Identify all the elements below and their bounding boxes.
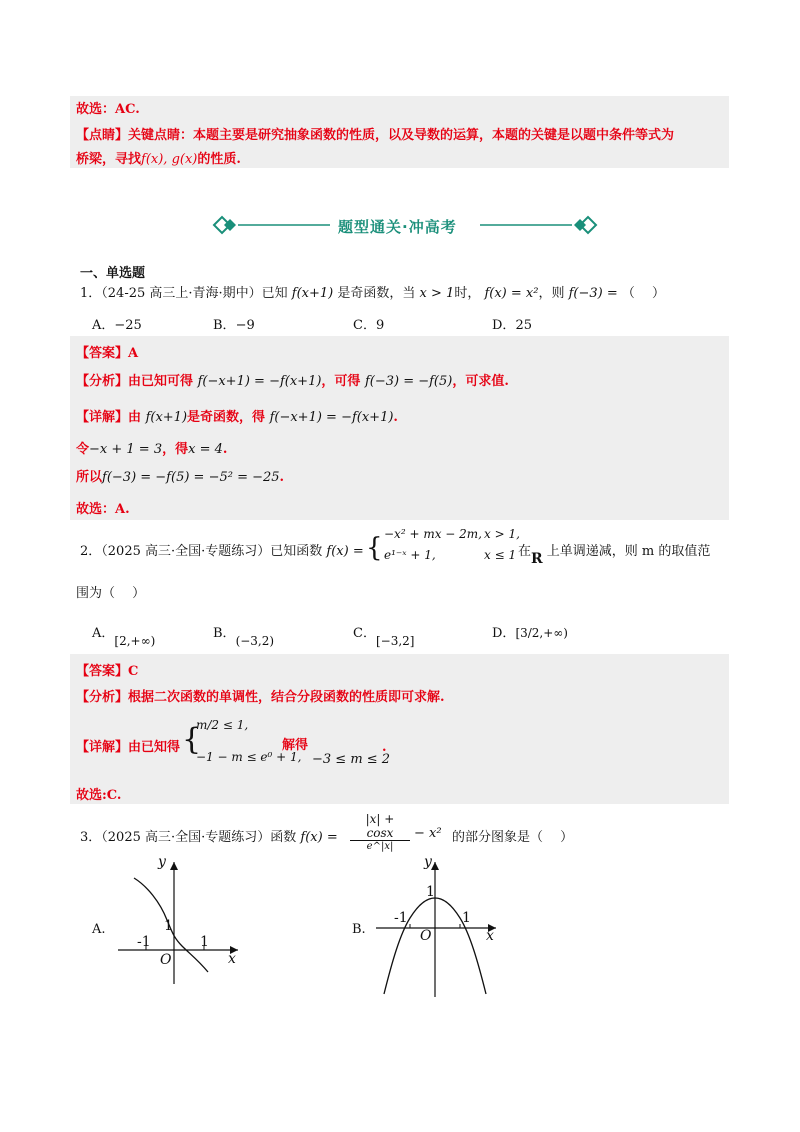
q1-let: 令−x + 1 = 3，得x = 4. — [76, 442, 228, 457]
graph-a[interactable] — [112, 852, 252, 992]
q1-f-shift: f(x+1) — [291, 286, 334, 301]
q1-choice: 故选：A. — [76, 502, 130, 517]
q2-option-d[interactable]: D．[3/2,+∞) — [492, 626, 568, 641]
q1-fx: f(x) = x² — [484, 286, 539, 301]
q1-stem — [80, 282, 665, 301]
graph-b-one-x: 1 — [462, 910, 471, 926]
graph-b-neg1: -1 — [394, 910, 408, 926]
q2-system-brace: { — [182, 722, 202, 757]
q2-case2-cond: x ≤ 1 — [484, 548, 517, 562]
q1-so: 所以f(−3) = −f(5) = −5² = −25. — [76, 470, 285, 485]
graph-b-one-y: 1 — [426, 884, 435, 900]
q1-stem-when: 时， — [454, 286, 481, 301]
graph-a-y-label: y — [158, 854, 166, 870]
key-insight-functions: f(x), g(x) — [141, 152, 198, 167]
q1-option-d[interactable]: D．25 — [492, 318, 532, 333]
q2-answer: 【答案】C — [76, 664, 139, 679]
q2-analysis: 【分析】根据二次函数的单调性，结合分段函数的性质即可求解. — [76, 690, 445, 705]
q2-case2-expr: e¹⁻ˣ + 1, — [384, 548, 436, 562]
q3-stem: 3．（2025 高三·全国·专题练习）函数 f(x) = — [80, 830, 338, 845]
q2-option-c[interactable]: C．[−3,2] — [353, 626, 415, 648]
q2-stem-rest: 在R 上单调递减，则 m 的取值范 — [518, 544, 711, 567]
graph-a-one-y: 1 — [164, 918, 173, 934]
q1-option-c[interactable]: C．9 — [353, 318, 385, 333]
graph-b[interactable] — [370, 852, 510, 1002]
q2-option-a[interactable]: A．[2,+∞) — [92, 626, 156, 648]
graph-a-one-x: 1 — [200, 934, 209, 950]
q2-solution-block — [70, 654, 729, 804]
q3-fraction — [350, 812, 410, 852]
banner-left-diamond-icon — [214, 217, 236, 233]
q2-solve-label: 解得 — [282, 738, 309, 753]
q3-numerator: |x| + cosx — [350, 812, 410, 841]
q1-stem-mid: 是奇函数，当 — [337, 286, 416, 301]
key-insight-line-2 — [76, 148, 241, 167]
q1-option-a[interactable]: A．−25 — [92, 318, 142, 333]
graph-a-label[interactable]: A. — [92, 922, 106, 937]
banner-right-diamond-icon — [574, 217, 596, 233]
key-insight-prefix: 桥梁，寻找 — [76, 152, 142, 167]
key-insight-text: 关键点睛：本题主要是研究抽象函数的性质，以及导数的运算，本题的关键是以题中条件等式为 — [128, 128, 675, 143]
key-insight-tag: 【点睛】 — [76, 128, 129, 143]
key-insight-suffix: 的性质. — [197, 152, 241, 167]
section-title: 一、单选题 — [80, 266, 146, 281]
q1-condition: x > 1 — [419, 286, 455, 301]
q3-minus: − x² — [414, 826, 442, 841]
q1-source: 1．（24-25 高三上·青海·期中）已知 — [80, 286, 288, 301]
q3-denominator: e^|x| — [366, 841, 394, 852]
graph-b-x-label: x — [486, 928, 494, 944]
q2-stem-line2: 围为（ ） — [76, 586, 146, 601]
q1-ask: f(−3) = — [568, 286, 618, 301]
graph-a-origin: O — [160, 952, 172, 968]
q2-case1-cond: x > 1, — [484, 527, 520, 541]
q2-result: −3 ≤ m ≤ 2 — [312, 752, 391, 767]
q2-system-1: m/2 ≤ 1, — [196, 718, 249, 732]
graph-a-x-label: x — [228, 951, 236, 967]
q2-brace: { — [366, 533, 383, 563]
key-insight-line — [76, 124, 674, 143]
q2-choice: 故选:C. — [76, 788, 122, 803]
q2-system-2: −1 − m ≤ e⁰ + 1, — [196, 750, 302, 764]
q1-stem-then: ，则 — [538, 286, 565, 301]
q1-paren: （ ） — [621, 286, 666, 301]
q1-solution-block — [70, 336, 729, 520]
q2-case1-expr: −x² + mx − 2m, — [384, 527, 482, 541]
q1-option-b[interactable]: B．−9 — [213, 318, 255, 333]
graph-b-y-label: y — [424, 854, 432, 870]
banner-title: 题型通关·冲高考 — [338, 218, 457, 236]
previous-choice: 故选：AC. — [76, 102, 140, 117]
graph-b-label[interactable]: B. — [352, 922, 366, 937]
q1-answer: 【答案】A — [76, 346, 139, 361]
q2-option-b[interactable]: B．(−3,2) — [213, 626, 275, 648]
q3-stem-end: 的部分图象是（ ） — [452, 830, 574, 845]
q2-stem: 2．（2025 高三·全国·专题练习）已知函数 f(x) = — [80, 544, 364, 559]
q2-detail-prefix: 【详解】由已知得 — [76, 740, 181, 755]
q2-result-end: . — [382, 740, 387, 755]
q1-detail: 【详解】由 f(x+1)是奇函数，得 f(−x+1) = −f(x+1). — [76, 410, 398, 425]
graph-a-neg1: -1 — [137, 934, 151, 950]
q1-analysis: 【分析】由已知可得 f(−x+1) = −f(x+1)，可得 f(−3) = −f(5)，可求值. — [76, 374, 509, 389]
graph-b-origin: O — [420, 928, 432, 944]
